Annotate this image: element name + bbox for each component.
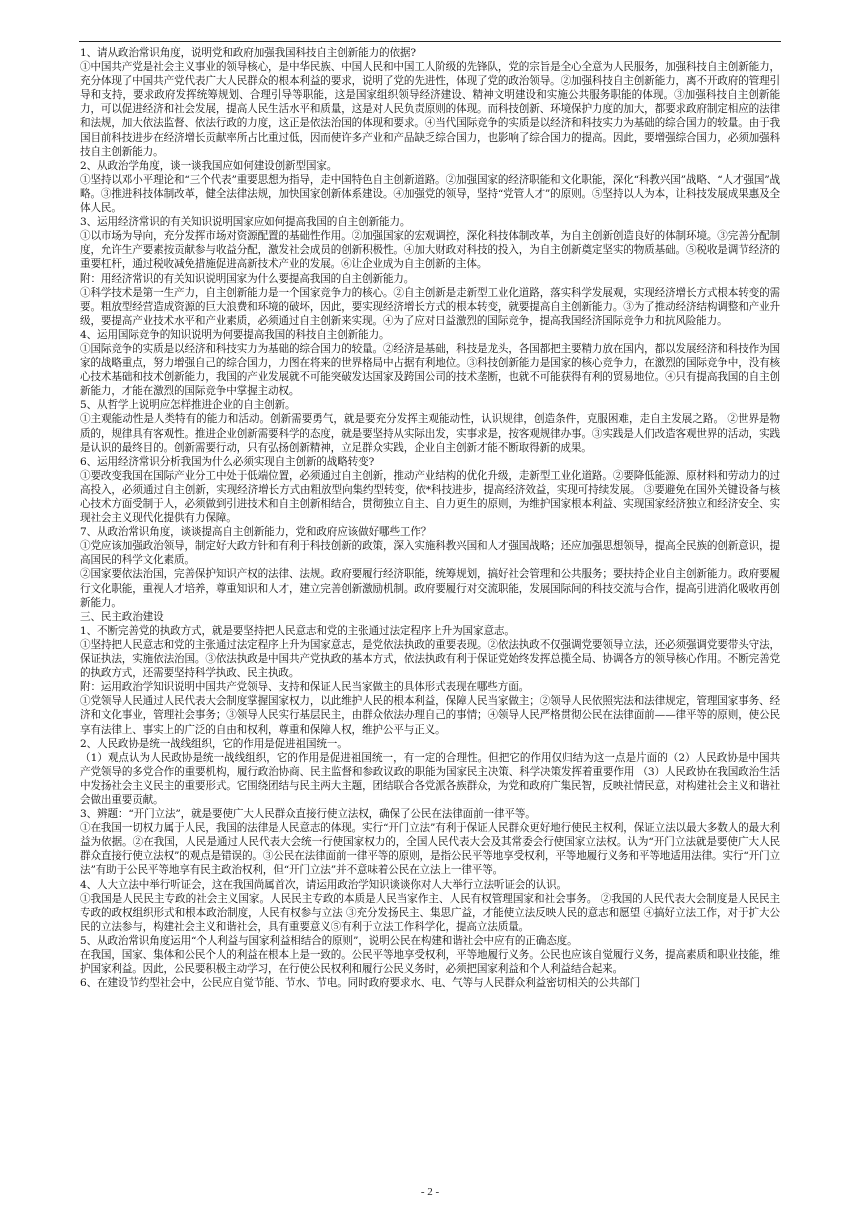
paragraph: 4、人大立法中举行听证会，这在我国尚属首次，请运用政治学知识谈谈你对人大举行立法听证会的认识。 bbox=[80, 878, 567, 891]
paragraph: ①国际竞争的实质是以经济和科技实力为基础的综合国力的较量。②经济是基础，科技是龙头，各国都把主要精力放在国内，都以发展经济和科技作为国家的战略重点，努力增强自己的综合国力，力图在将来的世界格局中占据有利地位。③科技创新能力是国家的核心竞争力，在激烈的国际竞争中，没有核心技术基础和技术创新能力，我国的产业发展就不可能突破发达国家及跨国公司的技术垄断，也就不可能获得有利的贸易地位。④只有提高我国的自主创新能力，才能在激烈的国际竞争中掌握主动权。 bbox=[80, 342, 780, 398]
paragraph: 1、不断完善党的执政方式，就是要坚持把人民意志和党的主张通过法定程序上升为国家意志。 bbox=[80, 624, 515, 637]
page-number: - 2 - bbox=[420, 1186, 440, 1198]
paragraph: 在我国，国家、集体和公民个人的利益在根本上是一致的。公民平等地享受权利，平等地履行义务。公民也应该自觉履行义务，提高素质和职业技能，维护国家利益。因此，公民要积极主动学习，在行使公民权利和履行公民义务时，必须把国家利益和个人利益结合起来。 bbox=[80, 949, 780, 976]
paragraph: ①我国是人民民主专政的社会主义国家。人民民主专政的本质是人民当家作主、人民有权管理国家和社会事务。 ②我国的人民代表大会制度是人民民主专政的政权组织形式和根本政治制度，人民有权参与立法 ③充分发扬民主、集思广益，才能使立法反映人民的意志和愿望 ④搞好立法工作，对于扩大公民的立法参与，构建社会主义和谐社会，具有重要意义⑤有利于立法工作科学化，提高立法质量。 bbox=[80, 892, 780, 933]
paragraph: ①以市场为导向，充分发挥市场对资源配置的基础性作用。②加强国家的宏观调控，深化科技体制改革，为自主创新创造良好的体制环境。③完善分配制度，允许生产要素按贡献参与收益分配，激发社会成员的创新积极性。④加大财政对科技的投入，为自主创新奠定坚实的物质基础。⑤税收是调节经济的重要杠杆，通过税收减免措施促进高新技术产业的发展。⑥让企业成为自主创新的主体。 bbox=[80, 230, 780, 271]
paragraph: ①坚持以邓小平理论和“三个代表”重要思想为指导，走中国特色自主创新道路。②加强国家的经济职能和文化职能，深化“科教兴国”战略、“人才强国”战略。③推进科技体制改革，健全法律法规，加快国家创新体系建设。④加强党的领导，坚持“党管人才”的原则。⑤坚持以人为本，让科技发展成果惠及全体人民。 bbox=[80, 173, 780, 215]
paragraph: （1）观点认为人民政协是统一战线组织，它的作用是促进祖国统一，有一定的合理性。但把它的作用仅归结为这一点是片面的（2）人民政协是中国共产党领导的多党合作的重要机构，履行政治协商、民主监督和参政议政的职能为国家民主决策、科学决策发挥着重要作用 （3）人民政协在我国政治生活中发扬社会主义民主的重要形式。它围绕团结与民主两大主题，团结联合各党派各族群众，为党和政府广集民智，反映社情民意，对构建社会主义和谐社会做出重要贡献。 bbox=[80, 751, 780, 806]
paragraph: 2、人民政协是统一战线组织，它的作用是促进祖国统一。 bbox=[80, 737, 348, 750]
paragraph: ①科学技术是第一生产力，自主创新能力是一个国家竞争力的核心。②自主创新是走新型工业化道路，落实科学发展观，实现经济增长方式根本转变的需要。粗放型经营造成资源的巨大浪费和环境的破坏，因此，要实现经济增长方式的根本转变，就要提高自主创新能力。③为了推动经济结构调整和产业升级，要提高产业技术水平和产业素质，必须通过自主创新来实现。④为了应对日益激烈的国际竞争，提高我国经济国际竞争力和抗风险能力。 bbox=[80, 286, 780, 327]
document-body bbox=[80, 46, 780, 990]
paragraph: ①主观能动性是人类特有的能力和活动。创新需要勇气，就是要充分发挥主观能动性，认识规律，创造条件，克服困难，走自主发展之路。 ②世界是物质的，规律具有客观性。推进企业创新需要科学的态度，就是要坚持从实际出发，实事求是，按客观规律办事。③实践是人们改造客观世界的活动，实践是认识的最终目的。创新需要行动，只有弘扬创新精神，立足群众实践，企业自主创新才能不断取得新的成果。 bbox=[80, 413, 780, 454]
paragraph: 5、从哲学上说明应怎样推进企业的自主创新。 bbox=[80, 399, 296, 412]
paragraph: 5、从政治常识角度运用“个人利益与国家利益相结合的原则”，说明公民在构建和谐社会中应有的正确态度。 bbox=[80, 934, 578, 947]
paragraph: 6、运用经济常识分析我国为什么必须实现自主创新的战略转变? bbox=[80, 455, 375, 468]
paragraph: 3、辨题：“开门立法”，就是要使广大人民群众直接行使立法权，确保了公民在法律面前一律平等。 bbox=[80, 808, 536, 821]
paragraph: ①要改变我国在国际产业分工中处于低端位置，必须通过自主创新，推动产业结构的优化升级，走新型工业化道路。②要降低能源、原材料和劳动力的过高投入，必须通过自主创新，实现经济增长方式由粗放型向集约型转变，依*科技进步，提高经济效益，实现可持续发展。 ③要避免在国外关键设备与核心技术方面受制于人，必须做到引进技术和自主创新相结合，贯彻独立自主、自力更生的原则，为维护国家根本利益、实现国家经济独立和经济安全、实现社会主义现代化提供有力保障。 bbox=[80, 469, 780, 525]
paragraph: 6、在建设节约型社会中，公民应自觉节能、节水、节电。同时政府要求水、电、气等与人民群众利益密切相关的公共部门 bbox=[80, 977, 641, 990]
paragraph: ①坚持把人民意志和党的主张通过法定程序上升为国家意志，是党依法执政的重要表现。②依法执政不仅强调党要领导立法，还必须强调党要带头守法，保证执法，实施依法治国。③依法执政是中国共产党执政的基本方式，依法执政有利于保证党始终发挥总揽全局、协调各方的领导核心作用。不断完善党的执政方式，还需要坚持科学执政、民主执政。 bbox=[80, 638, 780, 680]
paragraph: 附：运用政治学知识说明中国共产党领导、支持和保证人民当家做主的具体形式表现在哪些方面。 bbox=[80, 681, 530, 694]
paragraph: ①党应该加强政治领导，制定好大政方针和有利于科技创新的政策，深入实施科教兴国和人才强国战略；还应加强思想领导，提高全民族的创新意识，提高国民的科学文化素质。 bbox=[80, 540, 780, 567]
paragraph: 7、从政治常识角度，谈谈提高自主创新能力，党和政府应该做好哪些工作？ bbox=[80, 526, 432, 539]
paragraph: ①党领导人民通过人民代表大会制度掌握国家权力，以此维护人民的根本利益，保障人民当家做主；②领导人民依照宪法和法律规定，管理国家事务、经济和文化事业，管理社会事务；③领导人民实行基层民主，由群众依法办理自己的事情；④领导人民严格贯彻公民在法律面前——律平等的原则，使公民享有法律上、事实上的广泛的自由和权利，尊重和保障人权，维护公平与正义。 bbox=[80, 695, 780, 736]
paragraph: 4、运用国际竞争的知识说明为何要提高我国的科技自主创新能力。 bbox=[80, 328, 390, 341]
header-rule bbox=[79, 41, 781, 42]
paragraph: 2、从政治学角度，谈一谈我国应如何建设创新型国家。 bbox=[80, 159, 338, 172]
paragraph: 1、请从政治常识角度，说明党和政府加强我国科技自主创新能力的依据? bbox=[80, 47, 416, 59]
paragraph: ①中国共产党是社会主义事业的领导核心，是中华民族、中国人民和中国工人阶级的先锋队，党的宗旨是全心全意为人民服务，加强科技自主创新能力，充分体现了中国共产党代表广大人民群众的根本利益的要求，说明了党的先进性，体现了党的政治领导。②加强科技自主创新能力，离不开政府的管理引导和支持，要求政府发挥统筹规划、合理引导等职能，这是国家组织领导经济建设、精神文明建设和实施公共服务职能的体现。③加强科技自主创新能力，可以促进经济和社会发展，提高人民生活水平和质量，这是对人民负责原则的体现。而科技创新、环境保护力度的加大，都要求政府制定相应的法律和法规，加大依法监督、依法行政的力度，这正是依法治国的体现和要求。④当代国际竞争的实质是以经济和科技实力为基础的综合国力的较量。由于我国目前科技进步在经济增长贡献率所占比重过低，因而使许多产业和产品缺乏综合国力，也影响了综合国力的提高。因此，要增强综合国力，必须加强科技自主创新能力。 bbox=[80, 61, 780, 158]
paragraph: 3、运用经济常识的有关知识说明国家应如何提高我国的自主创新能力。 bbox=[80, 216, 411, 229]
paragraph: 附：用经济常识的有关知识说明国家为什么要提高我国的自主创新能力。 bbox=[80, 272, 415, 285]
paragraph: ②国家要依法治国，完善保护知识产权的法律、法规。政府要履行经济职能，统筹规划，搞好社会管理和公共服务；要扶持企业自主创新能力。政府要履行文化职能，重视人才培养，尊重知识和人才，建立完善创新激励机制。政府要履行对交流职能，发展国际间的科技交流与合作，提高引进消化吸收再创新能力。 bbox=[80, 568, 780, 609]
paragraph: ①在我国一切权力属于人民，我国的法律是人民意志的体现。实行“开门立法”有利于保证人民群众更好地行使民主权利，保证立法以最大多数人的最大利益为依据。②在我国，人民是通过人民代表大会统一行使国家权力的，全国人民代表大会及其常委会行使国家立法权。认为“开门立法就是要使广大人民群众直接行使立法权”的观点是错误的。③公民在法律面前一律平等的原则，是指公民平等地享受权利，平等地履行义务和平等地适用法律。实行“开门立法”有助于公民平等地享有民主政治权利，但“开门立法”并不意味着公民在立法上一律平等。 bbox=[80, 822, 780, 877]
paragraph: 三、民主政治建设 bbox=[80, 610, 164, 623]
